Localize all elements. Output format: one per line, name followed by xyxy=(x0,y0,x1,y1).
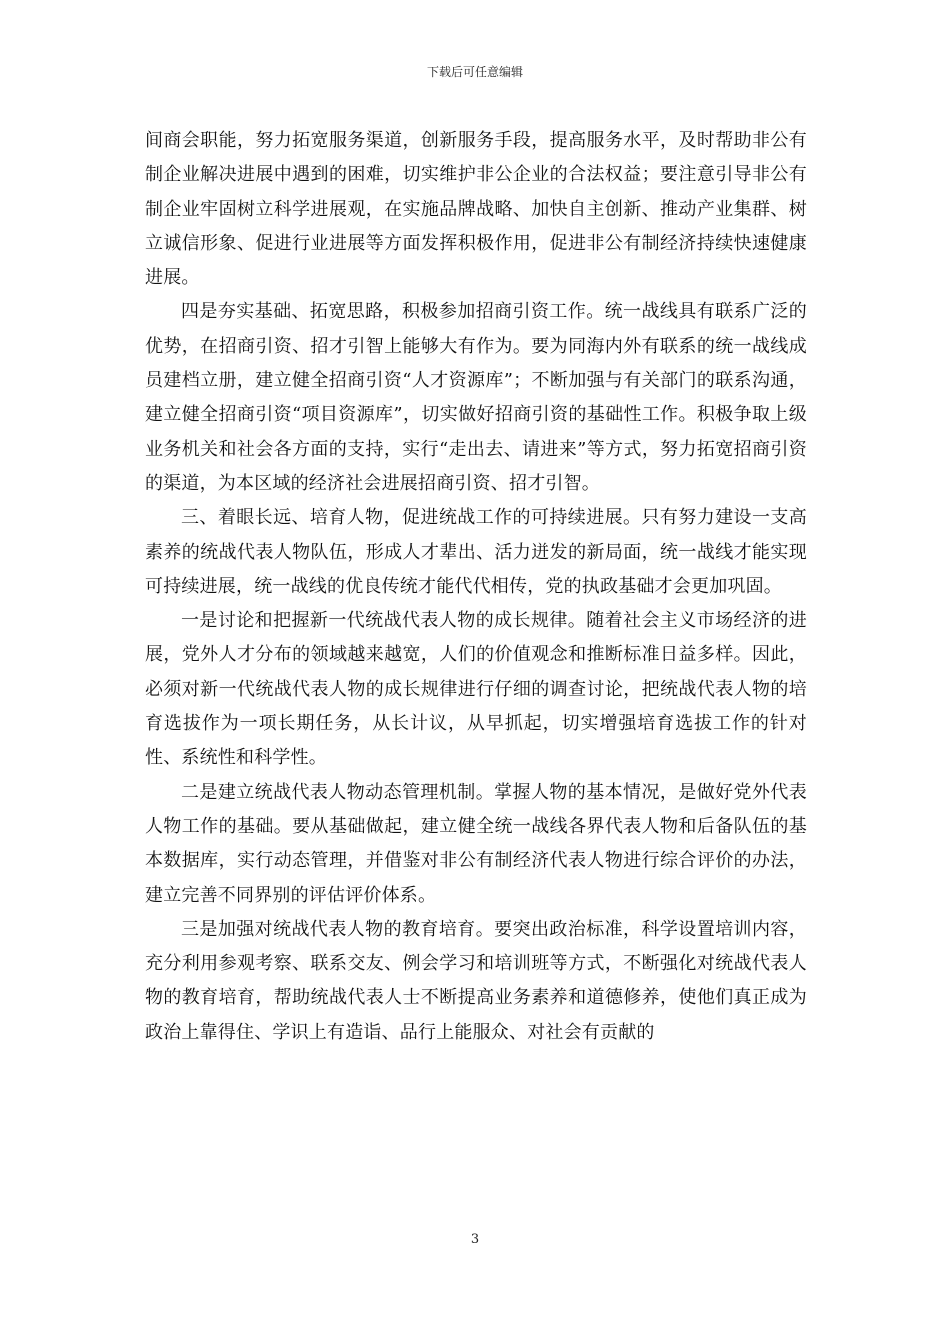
paragraph-6: 三是加强对统战代表人物的教育培育。要突出政治标准，科学设置培训内容，充分利用参观考察、联系交友、例会学习和培训班等方式，不断强化对统战代表人物的教育培育，帮助统战代表人士不断提高业务素养和道德修养，使他们真正成为政治上靠得住、学识上有造诣、品行上能服众、对社会有贡献的 xyxy=(145,918,807,1043)
paragraph-5: 二是建立统战代表人物动态管理机制。掌握人物的基本情况，是做好党外代表人物工作的基础。要从基础做起，建立健全统一战线各界代表人物和后备队伍的基本数据库，实行动态管理，并借鉴对非公有制经济代表人物进行综合评价的办法，建立完善不同界别的评估评价体系。 xyxy=(145,781,807,906)
paragraph-3: 三、着眼长远、培育人物，促进统战工作的可持续进展。只有努力建设一支高素养的统战代表人物队伍，形成人才辈出、活力迸发的新局面，统一战线才能实现可持续进展，统一战线的优良传统才能代代相传，党的执政基础才会更加巩固。 xyxy=(145,507,807,597)
paragraph-2: 四是夯实基础、拓宽思路，积极参加招商引资工作。统一战线具有联系广泛的优势，在招商引资、招才引智上能够大有作为。要为同海内外有联系的统一战线成员建档立册，建立健全招商引资“人才资源库”；不断加强与有关部门的联系沟通，建立健全招商引资“项目资源库”，切实做好招商引资的基础性工作。积极争取上级业务机关和社会各方面的支持，实行“走出去、请进来”等方式，努力拓宽招商引资的渠道，为本区域的经济社会进展招商引资、招才引智。 xyxy=(145,301,807,494)
paragraph-4: 一是讨论和把握新一代统战代表人物的成长规律。随着社会主义市场经济的进展，党外人才分布的领域越来越宽，人们的价值观念和推断标准日益多样。因此，必须对新一代统战代表人物的成长规律进行仔细的调查讨论，把统战代表人物的培育选拔作为一项长期任务，从长计议，从早抓起，切实增强培育选拔工作的针对性、系统性和科学性。 xyxy=(145,610,807,769)
document-body xyxy=(145,124,807,1050)
paragraph-1: 间商会职能，努力拓宽服务渠道，创新服务手段，提高服务水平，及时帮助非公有制企业解决进展中遇到的困难，切实维护非公企业的合法权益；要注意引导非公有制企业牢固树立科学进展观，在实施品牌战略、加快自主创新、推动产业集群、树立诚信形象、促进行业进展等方面发挥积极作用，促进非公有制经济持续快速健康进展。 xyxy=(145,130,807,289)
page-header: 下载后可任意编辑 xyxy=(426,65,523,79)
page-number: 3 xyxy=(470,1232,480,1247)
